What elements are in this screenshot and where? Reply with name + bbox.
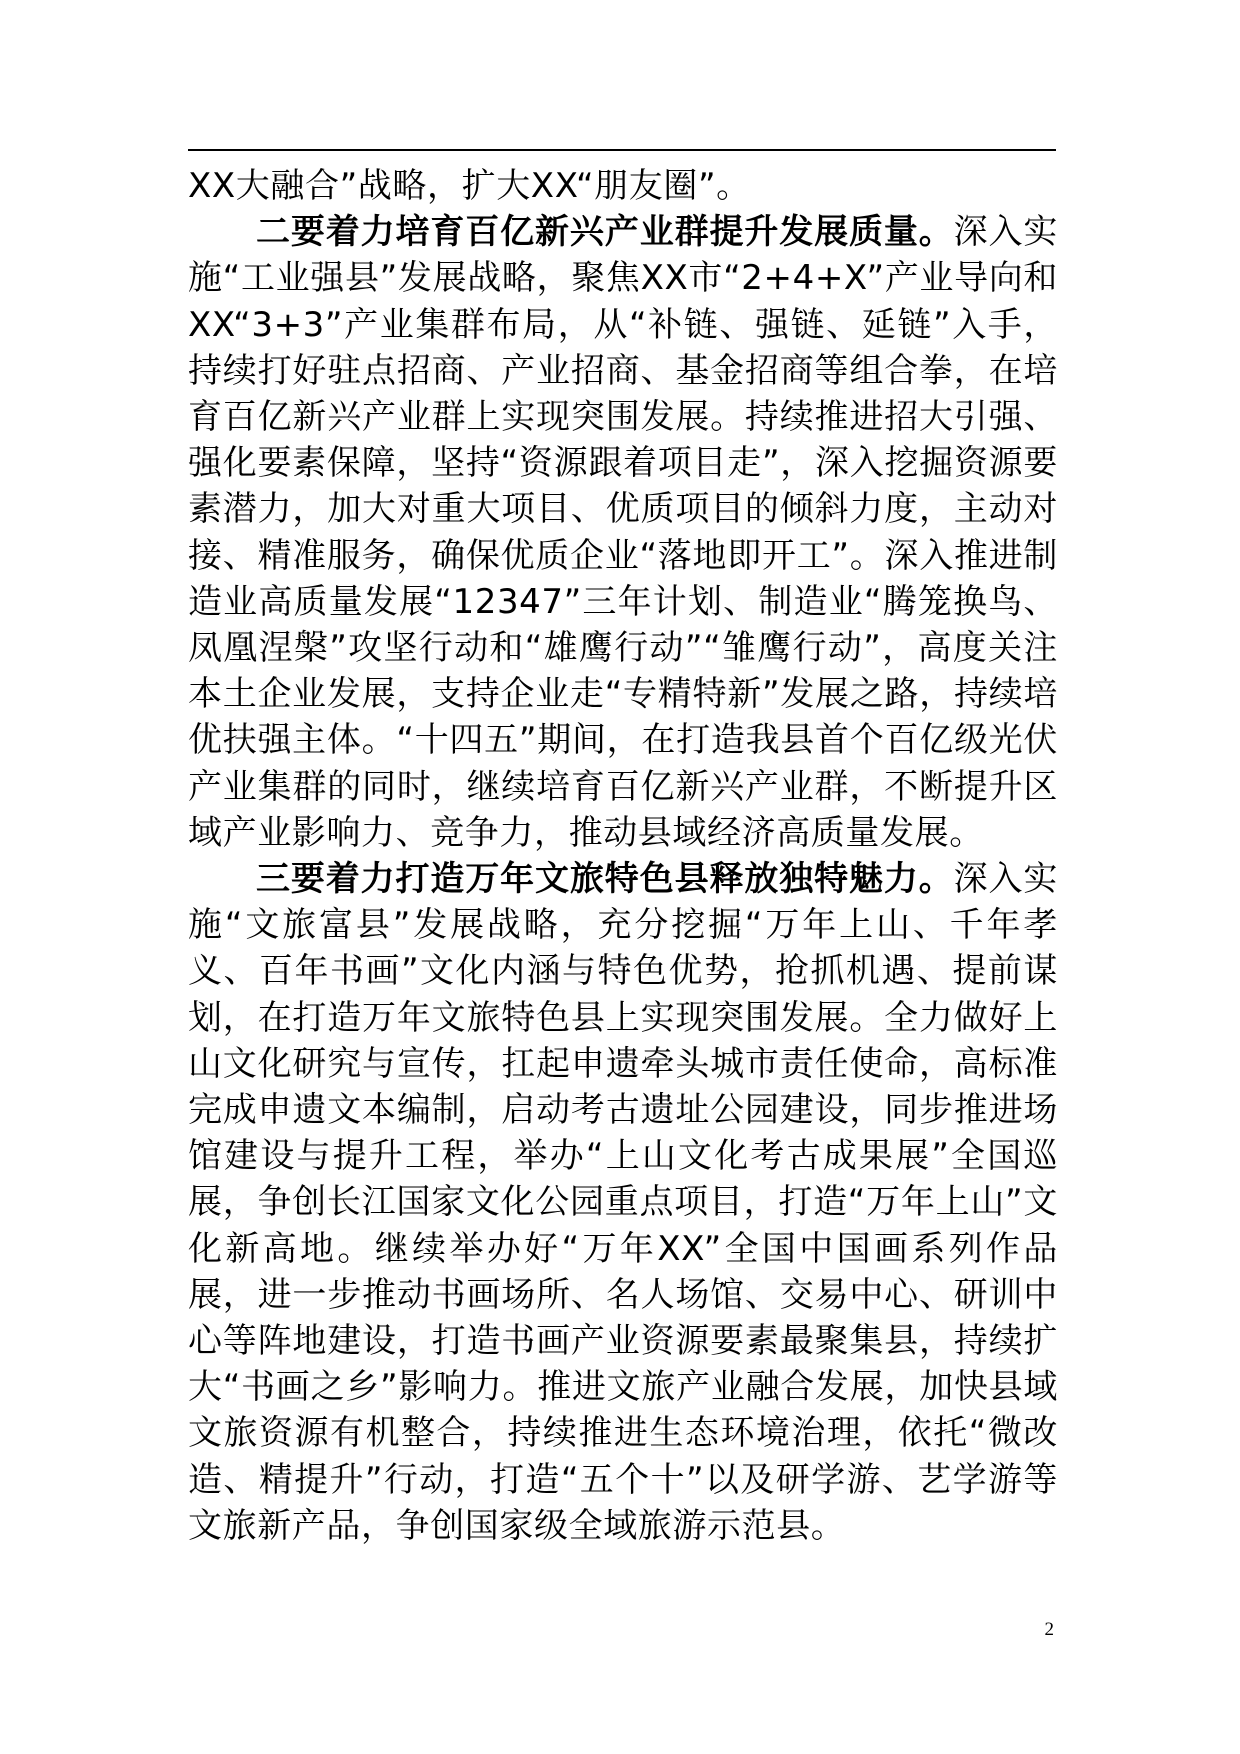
header-rule xyxy=(188,149,1056,151)
page-number: 2 xyxy=(1044,1619,1054,1640)
document-body xyxy=(188,163,1058,1549)
paragraph-lead-heading: 三要着力打造万年文旅特色县释放独特魅力。 xyxy=(256,859,954,900)
continuation-paragraph: XX大融合”战略，扩大XX“朋友圈”。 xyxy=(188,166,751,206)
paragraph-text: 深入实施“文旅富县”发展战略，充分挖掘“万年上山、千年孝义、百年书画”文化内涵与特色优势，抢抓机遇、提前谋划，在打造万年文旅特色县上实现突围发展。全力做好上山文化研究与宣传，扛起申遗牵头城市责任使命，高标准完成申遗文本编制，启动考古遗址公园建设，同步推进场馆建设与提升工程，举办“上山文化考古成果展”全国巡展，争创长江国家文化公园重点项目，打造“万年上山”文化新高地。继续举办好“万年XX”全国中国画系列作品展，进一步推动书画场所、名人场馆、交易中心、研训中心等阵地建设，打造书画产业资源要素最聚集县，持续扩大“书画之乡”影响力。推进文旅产业融合发展，加快县域文旅资源有机整合，持续推进生态环境治理，依托“微改造、精提升”行动，打造“五个十”以及研学游、艺学游等文旅新产品，争创国家级全域旅游示范县。 xyxy=(188,859,1058,1546)
paragraph-industry-cluster xyxy=(188,209,1058,856)
paragraph-cultural-tourism xyxy=(188,856,1058,1549)
paragraph-lead-heading: 二要着力培育百亿新兴产业群提升发展质量。 xyxy=(256,212,954,253)
paragraph-text: 深入实施“工业强县”发展战略，聚焦XX市“2+4+X”产业导向和XX“3+3”产业集群布局，从“补链、强链、延链”入手，持续打好驻点招商、产业招商、基金招商等组合拳，在培育百亿新兴产业群上实现突围发展。持续推进招大引强、强化要素保障，坚持“资源跟着项目走”，深入挖掘资源要素潜力，加大对重大项目、优质项目的倾斜力度，主动对接、精准服务，确保优质企业“落地即开工”。深入推进制造业高质量发展“12347”三年计划、制造业“腾笼换鸟、凤凰涅槃”攻坚行动和“雄鹰行动”“雏鹰行动”，高度关注本土企业发展，支持企业走“专精特新”发展之路，持续培优扶强主体。“十四五”期间，在打造我县首个百亿级光伏产业集群的同时，继续培育百亿新兴产业群，不断提升区域产业影响力、竞争力，推动县域经济高质量发展。 xyxy=(188,212,1058,853)
